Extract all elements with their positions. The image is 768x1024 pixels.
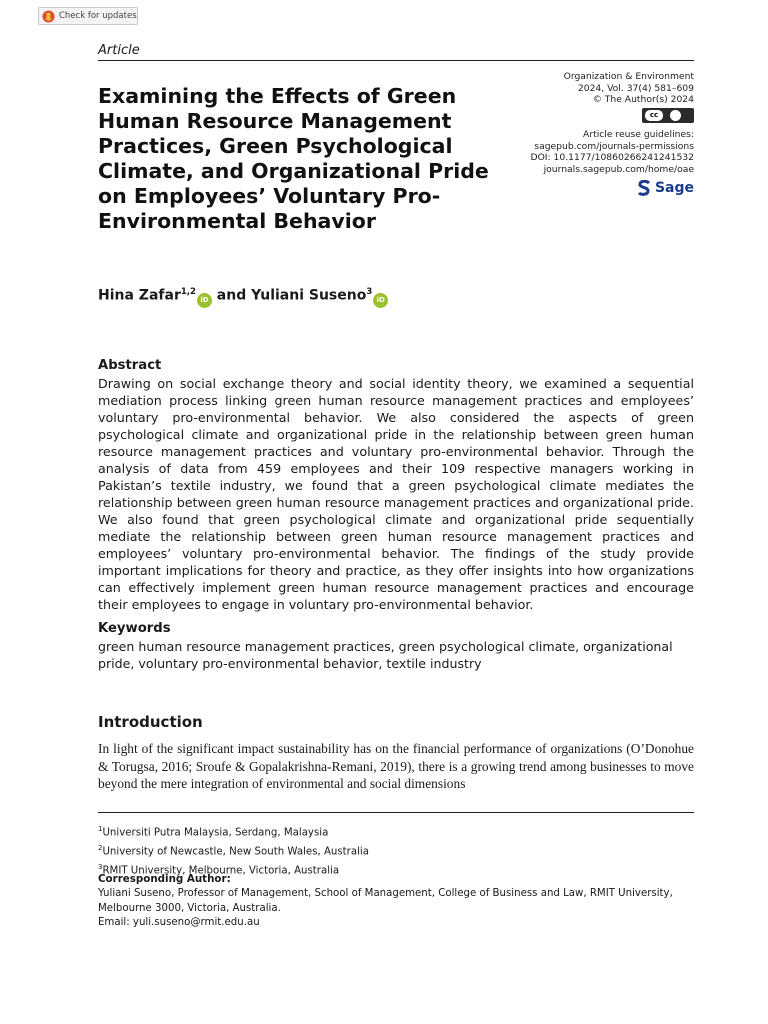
corresponding-author-heading: Corresponding Author: [98,873,231,885]
author-name: Hina Zafar [98,287,181,304]
author-affiliation-sup: 3 [366,287,373,297]
check-for-updates-badge[interactable] [38,7,138,25]
affiliation-text: RMIT University, Melbourne, Victoria, Australia [102,865,340,877]
volume-info: 2024, Vol. 37(4) 581–609 [577,82,694,94]
affiliation-text: Universiti Putra Malaysia, Serdang, Malaysia [102,827,329,839]
abstract-heading: Abstract [98,358,162,373]
keywords-text: green human resource management practices, green psychological climate, organizational pride, voluntary pro-environmental behavior, textile industry [98,639,673,671]
paper-title: Examining the Effects of Green Human Resource Management Practices, Green Psychological Climate, and Organizational Pride on Employees’ Voluntary Pro-Environmental Behavior [98,84,489,233]
by-icon [670,110,681,121]
affiliation-item [98,841,369,860]
author-list [98,287,388,308]
sage-logo[interactable] [637,180,694,196]
reuse-label: Article reuse guidelines: [583,129,694,140]
creative-commons-icon [642,108,694,123]
doi[interactable]: DOI: 10.1177/10860266241241532 [530,152,694,163]
affiliation-item [98,822,369,841]
corresponding-author-details [98,887,698,931]
sage-label: Sage [654,180,694,196]
affiliation-text: University of Newcastle, New South Wales, Australia [102,846,370,858]
article-type-label: Article [98,43,140,58]
journal-info [454,71,694,175]
corresponding-email[interactable]: Email: yuli.suseno@rmit.edu.au [98,917,260,928]
cc-label: cc [645,110,663,121]
author-name: Yuliani Suseno [251,287,367,304]
affiliation-sup: 3 [98,862,103,871]
introduction-text: In light of the significant impact sustainability has on the financial performance of organizations (O’Donohue & Torugsa, 2016; Sroufe & Gopalakrishna-Remani, 2019), there is a growing trend among businesses to move beyond the mere integration of environmental and social dimensions [98,741,694,791]
corresponding-line: Melbourne 3000, Victoria, Australia. [98,902,281,914]
journal-name: Organization & Environment [563,71,694,82]
sage-s-icon [637,180,651,196]
introduction-heading: Introduction [98,713,203,731]
abstract-text: Drawing on social exchange theory and social identity theory, we examined a sequential mediation process linking green human resource management practices and employees’ voluntary pro-environmental behavior. We also considered the aspects of green psychological climate and organizational pride in the relationship between green human resource management practices and voluntary pro-environmental behavior. Through the analysis of data from 459 employees and their 109 respective managers working in Pakistan’s textile industry, we found that a green psychological climate mediates the relationship between green human resource management practices and organizational pride. We also found that green psychological climate and organizational pride sequentially mediate the relationship between green human resource management practices and employees’ voluntary pro-environmental behavior. The findings of the study provide important implications for theory and practice, as they offer insights into how organizations can effectively implement green human resource management practices and encourage their employees to engage in voluntary pro-environmental behavior. [98,376,694,612]
keywords-heading: Keywords [98,621,171,636]
corresponding-line: Yuliani Suseno, Professor of Management, School of Management, College of Business and Law, RMIT University, [98,888,673,899]
footnote-rule [98,812,694,813]
check-for-updates-label: Check for updates [59,11,137,21]
check-updates-icon [42,10,55,23]
author-affiliation-sup: 1,2 [180,287,196,297]
journal-home-link[interactable]: journals.sagepub.com/home/oae [543,163,694,175]
orcid-icon[interactable]: iD [373,293,388,308]
affiliation-sup: 1 [98,825,103,833]
affiliations [98,822,369,879]
reuse-link[interactable]: sagepub.com/journals-permissions [534,140,694,152]
author-joiner: and [216,287,247,304]
orcid-icon[interactable]: iD [197,293,212,308]
header-rule [98,60,694,61]
copyright: © The Author(s) 2024 [592,94,694,105]
affiliation-sup: 2 [98,843,103,852]
